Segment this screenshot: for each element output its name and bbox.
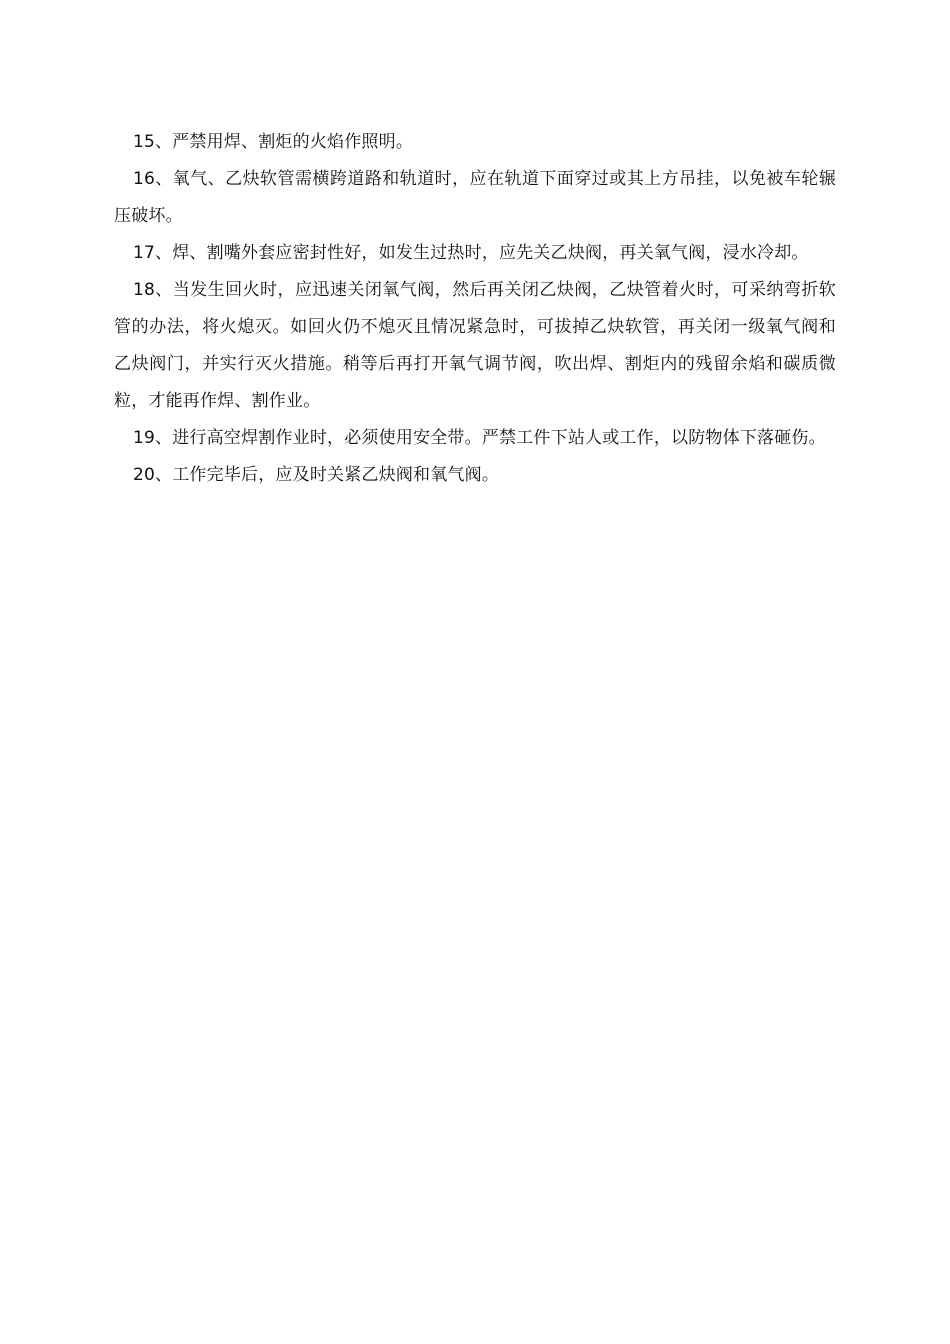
- rule-item-17: 17、焊、割嘴外套应密封性好，如发生过热时，应先关乙炔阀，再关氧气阀，浸水冷却。: [133, 243, 809, 263]
- rule-item-16: 16、氧气、乙炔软管需横跨道路和轨道时，应在轨道下面穿过或其上方吊挂，以免被车轮辗压破坏。: [114, 169, 836, 226]
- rule-item-18: 18、当发生回火时，应迅速关闭氧气阀，然后再关闭乙炔阀，乙炔管着火时，可采纳弯折软管的办法，将火熄灭。如回火仍不熄灭且情况紧急时，可拔掉乙炔软管，再关闭一级氧气阀和乙炔阀门，并实行灭火措施。稍等后再打开氧气调节阀，吹出焊、割炬内的残留余焰和碳质微粒，才能再作焊、割作业。: [114, 280, 836, 411]
- document-body: [114, 124, 836, 494]
- rule-item-19: 19、进行高空焊割作业时，必须使用安全带。严禁工件下站人或工作，以防物体下落砸伤。: [133, 428, 826, 448]
- rule-item-20: 20、工作完毕后，应及时关紧乙炔阀和氧气阀。: [133, 465, 500, 485]
- rule-item-15: 15、严禁用焊、割炬的火焰作照明。: [133, 132, 414, 152]
